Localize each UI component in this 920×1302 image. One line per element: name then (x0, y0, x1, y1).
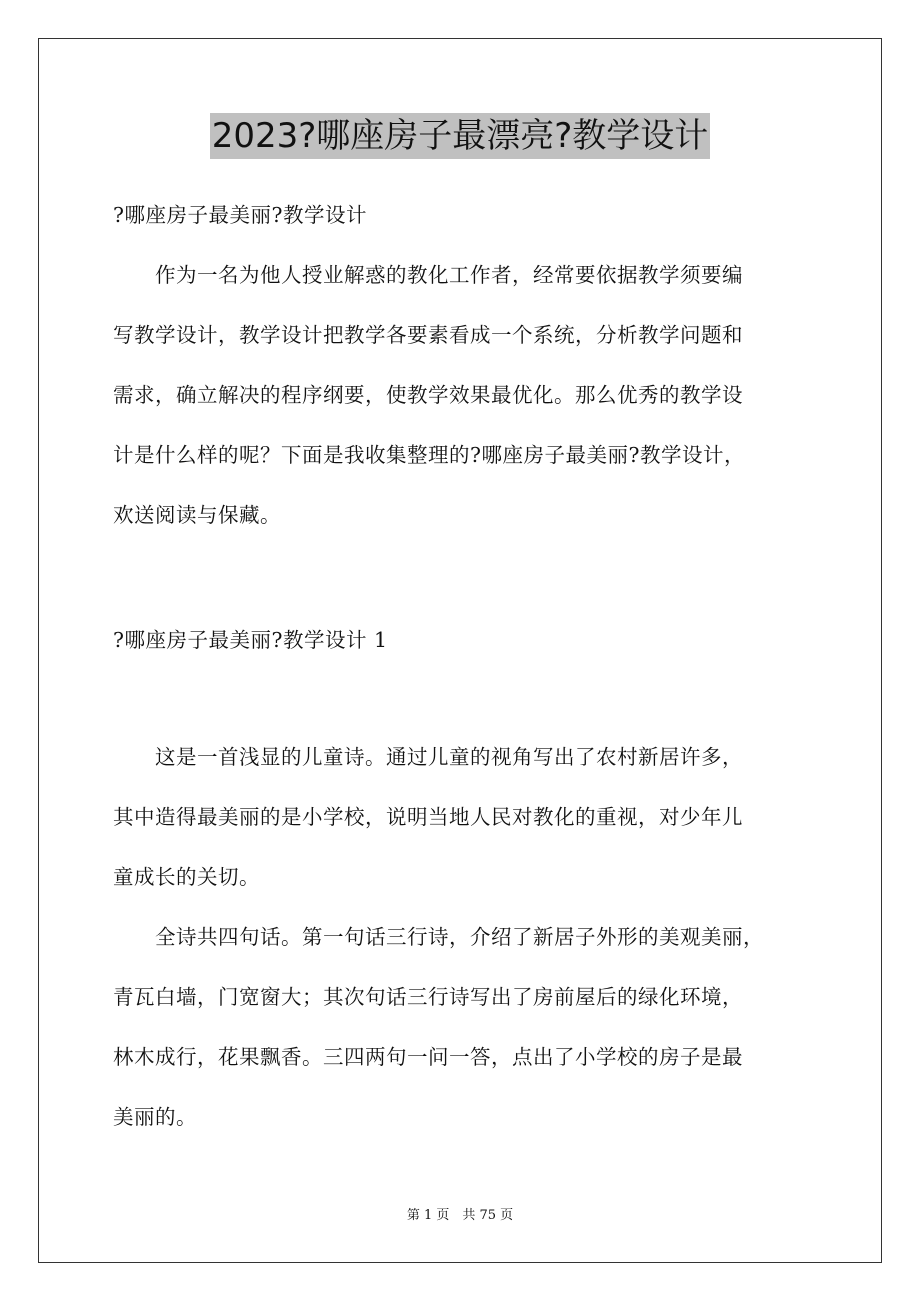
intro-line: 作为一名为他人授业解惑的教化工作者，经常要依据教学须要编 (113, 263, 743, 287)
page-footer: 第 1 页 共 75 页 (406, 1208, 514, 1223)
intro-line: 欢送阅读与保藏。 (113, 503, 281, 527)
intro-line: 需求，确立解决的程序纲要，使教学效果最优化。那么优秀的教学设 (113, 383, 743, 407)
intro-line: 写教学设计，教学设计把教学各要素看成一个系统，分析教学问题和 (113, 323, 743, 347)
body-line: 童成长的关切。 (113, 865, 260, 889)
document-title-wrap (0, 113, 920, 159)
section-heading: ?哪座房子最美丽?教学设计 1 (113, 628, 388, 652)
body-line: 这是一首浅显的儿童诗。通过儿童的视角写出了农村新居许多， (113, 745, 743, 769)
subtitle: ?哪座房子最美丽?教学设计 (113, 203, 367, 227)
body-line: 林木成行，花果飘香。三四两句一问一答，点出了小学校的房子是最 (113, 1045, 743, 1069)
intro-line: 计是什么样的呢？下面是我收集整理的?哪座房子最美丽?教学设计， (113, 443, 745, 467)
body-line: 美丽的。 (113, 1105, 197, 1129)
body-line: 青瓦白墙，门宽窗大；其次句话三行诗写出了房前屋后的绿化环境， (113, 985, 743, 1009)
body-line: 全诗共四句话。第一句话三行诗，介绍了新居子外形的美观美丽， (113, 925, 764, 949)
document-title: 2023?哪座房子最漂亮?教学设计 (210, 113, 711, 159)
body-line: 其中造得最美丽的是小学校，说明当地人民对教化的重视，对少年儿 (113, 805, 743, 829)
